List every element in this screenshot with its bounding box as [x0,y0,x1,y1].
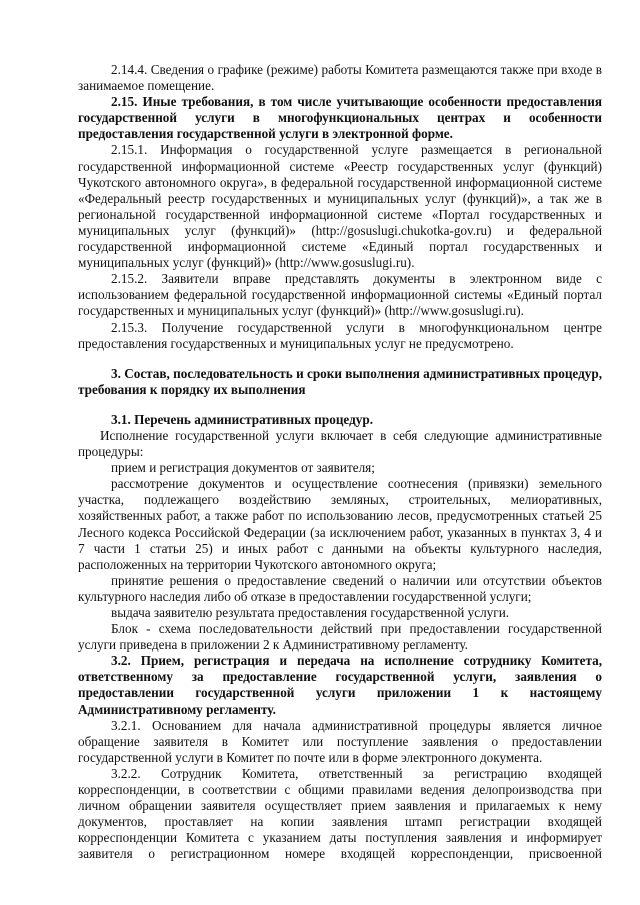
heading-3-2: 3.2. Прием, регистрация и передача на исполнение сотруднику Комитета, ответственному за предоставление государственной услуги, заявления о предоставлении государственной услуги приложении 1 к настоящему Административному регламенту. [78,653,602,717]
heading-3-1: 3.1. Перечень административных процедур. [111,411,374,427]
paragraph-block-scheme: Блок - схема последовательности действий при предоставлении государственной услуги приведена в приложении 2 к Административному регламенту. [78,621,602,653]
list-item-procedure-3: принятие решения о предоставление сведений о наличии или отсутствии объектов культурного наследия либо об отказе в предоставлении государственной услуги; [78,572,602,604]
heading-2-15: 2.15. Иные требования, в том числе учитывающие особенности предоставления государственной услуги в многофункциональных центрах и особенности предоставления государственной услуги в электронной форме. [78,94,602,142]
paragraph-3-1-intro: Исполнение государственной услуги включает в себя следующие административные процедуры: [78,427,602,460]
document-page [78,62,602,863]
paragraph-2-15-1: 2.15.1. Информация о государственной услуге размещается в региональной государственной информационной системе «Реестр государственных услуг (функций) Чукотского автономного округа», в федеральной государственной информационной системе «Федеральный реестр государственных и муниципальных услуг (функций)», а так же в региональной государственной информационной системе «Портал государственных и муниципальных услуг (функций)» (http://gosuslugi.chukotka-gov.ru) и федеральной государственной информационной системе «Единый портал государственных и муниципальных услуг (функций)» (http://www.gosuslugi.ru). [78,142,602,271]
paragraph-2-15-2: 2.15.2. Заявители вправе представлять документы в электронном виде с использованием федеральной государственной информационной системы «Единый портал государственных и муниципальных услуг (функций)» (http://www.gosuslugi.ru). [78,271,602,319]
list-item-procedure-2: рассмотрение документов и осуществление соотнесения (привязки) земельного участка, подлежащего воздействию земляных, строительных, мелиоративных, хозяйственных работ, а также работ по использованию лесов, предусмотренных статьей 25 Лесного кодекса Российской Федерации (за исключением работ, указанных в пунктах 3, 4 и 7 части 1 статьи 25) и иных работ с данными на объекты культурного наследия, расположенных на территории Чукотского автономного округа; [78,476,602,572]
paragraph-3-2-1: 3.2.1. Основанием для начала административной процедуры является личное обращение заявителя в Комитет или поступление заявления о предоставлении государственной услуги в Комитет по почте или в форме электронного документа. [78,717,602,765]
list-item-procedure-4: выдача заявителю результата предоставления государственной услуги. [111,605,510,620]
list-item-procedure-1: прием и регистрация документов от заявителя; [111,460,375,476]
paragraph-2-15-3: 2.15.3. Получение государственной услуги в многофункциональном центре предоставления государственных и муниципальных услуг не предусмотрено. [78,319,602,351]
section-heading-3: 3. Состав, последовательность и сроки выполнения административных процедур, требования к порядку их выполнения [78,365,602,397]
paragraph-2-14-4: 2.14.4. Сведения о графике (режиме) работы Комитета размещаются также при входе в занимаемое помещение. [78,62,602,94]
paragraph-3-2-2: 3.2.2. Сотрудник Комитета, ответственный за регистрацию входящей корреспонденции, в соответствии с общими правилами ведения делопроизводства при личном обращении заявителя осуществляет прием заявления и прилагаемых к нему документов, проставляет на копии заявления штамп регистрации входящей корреспонденции Комитета с указанием даты поступления заявления и информирует заявителя о регистрационном номере входящей корреспонденции, присвоенной [78,765,602,862]
